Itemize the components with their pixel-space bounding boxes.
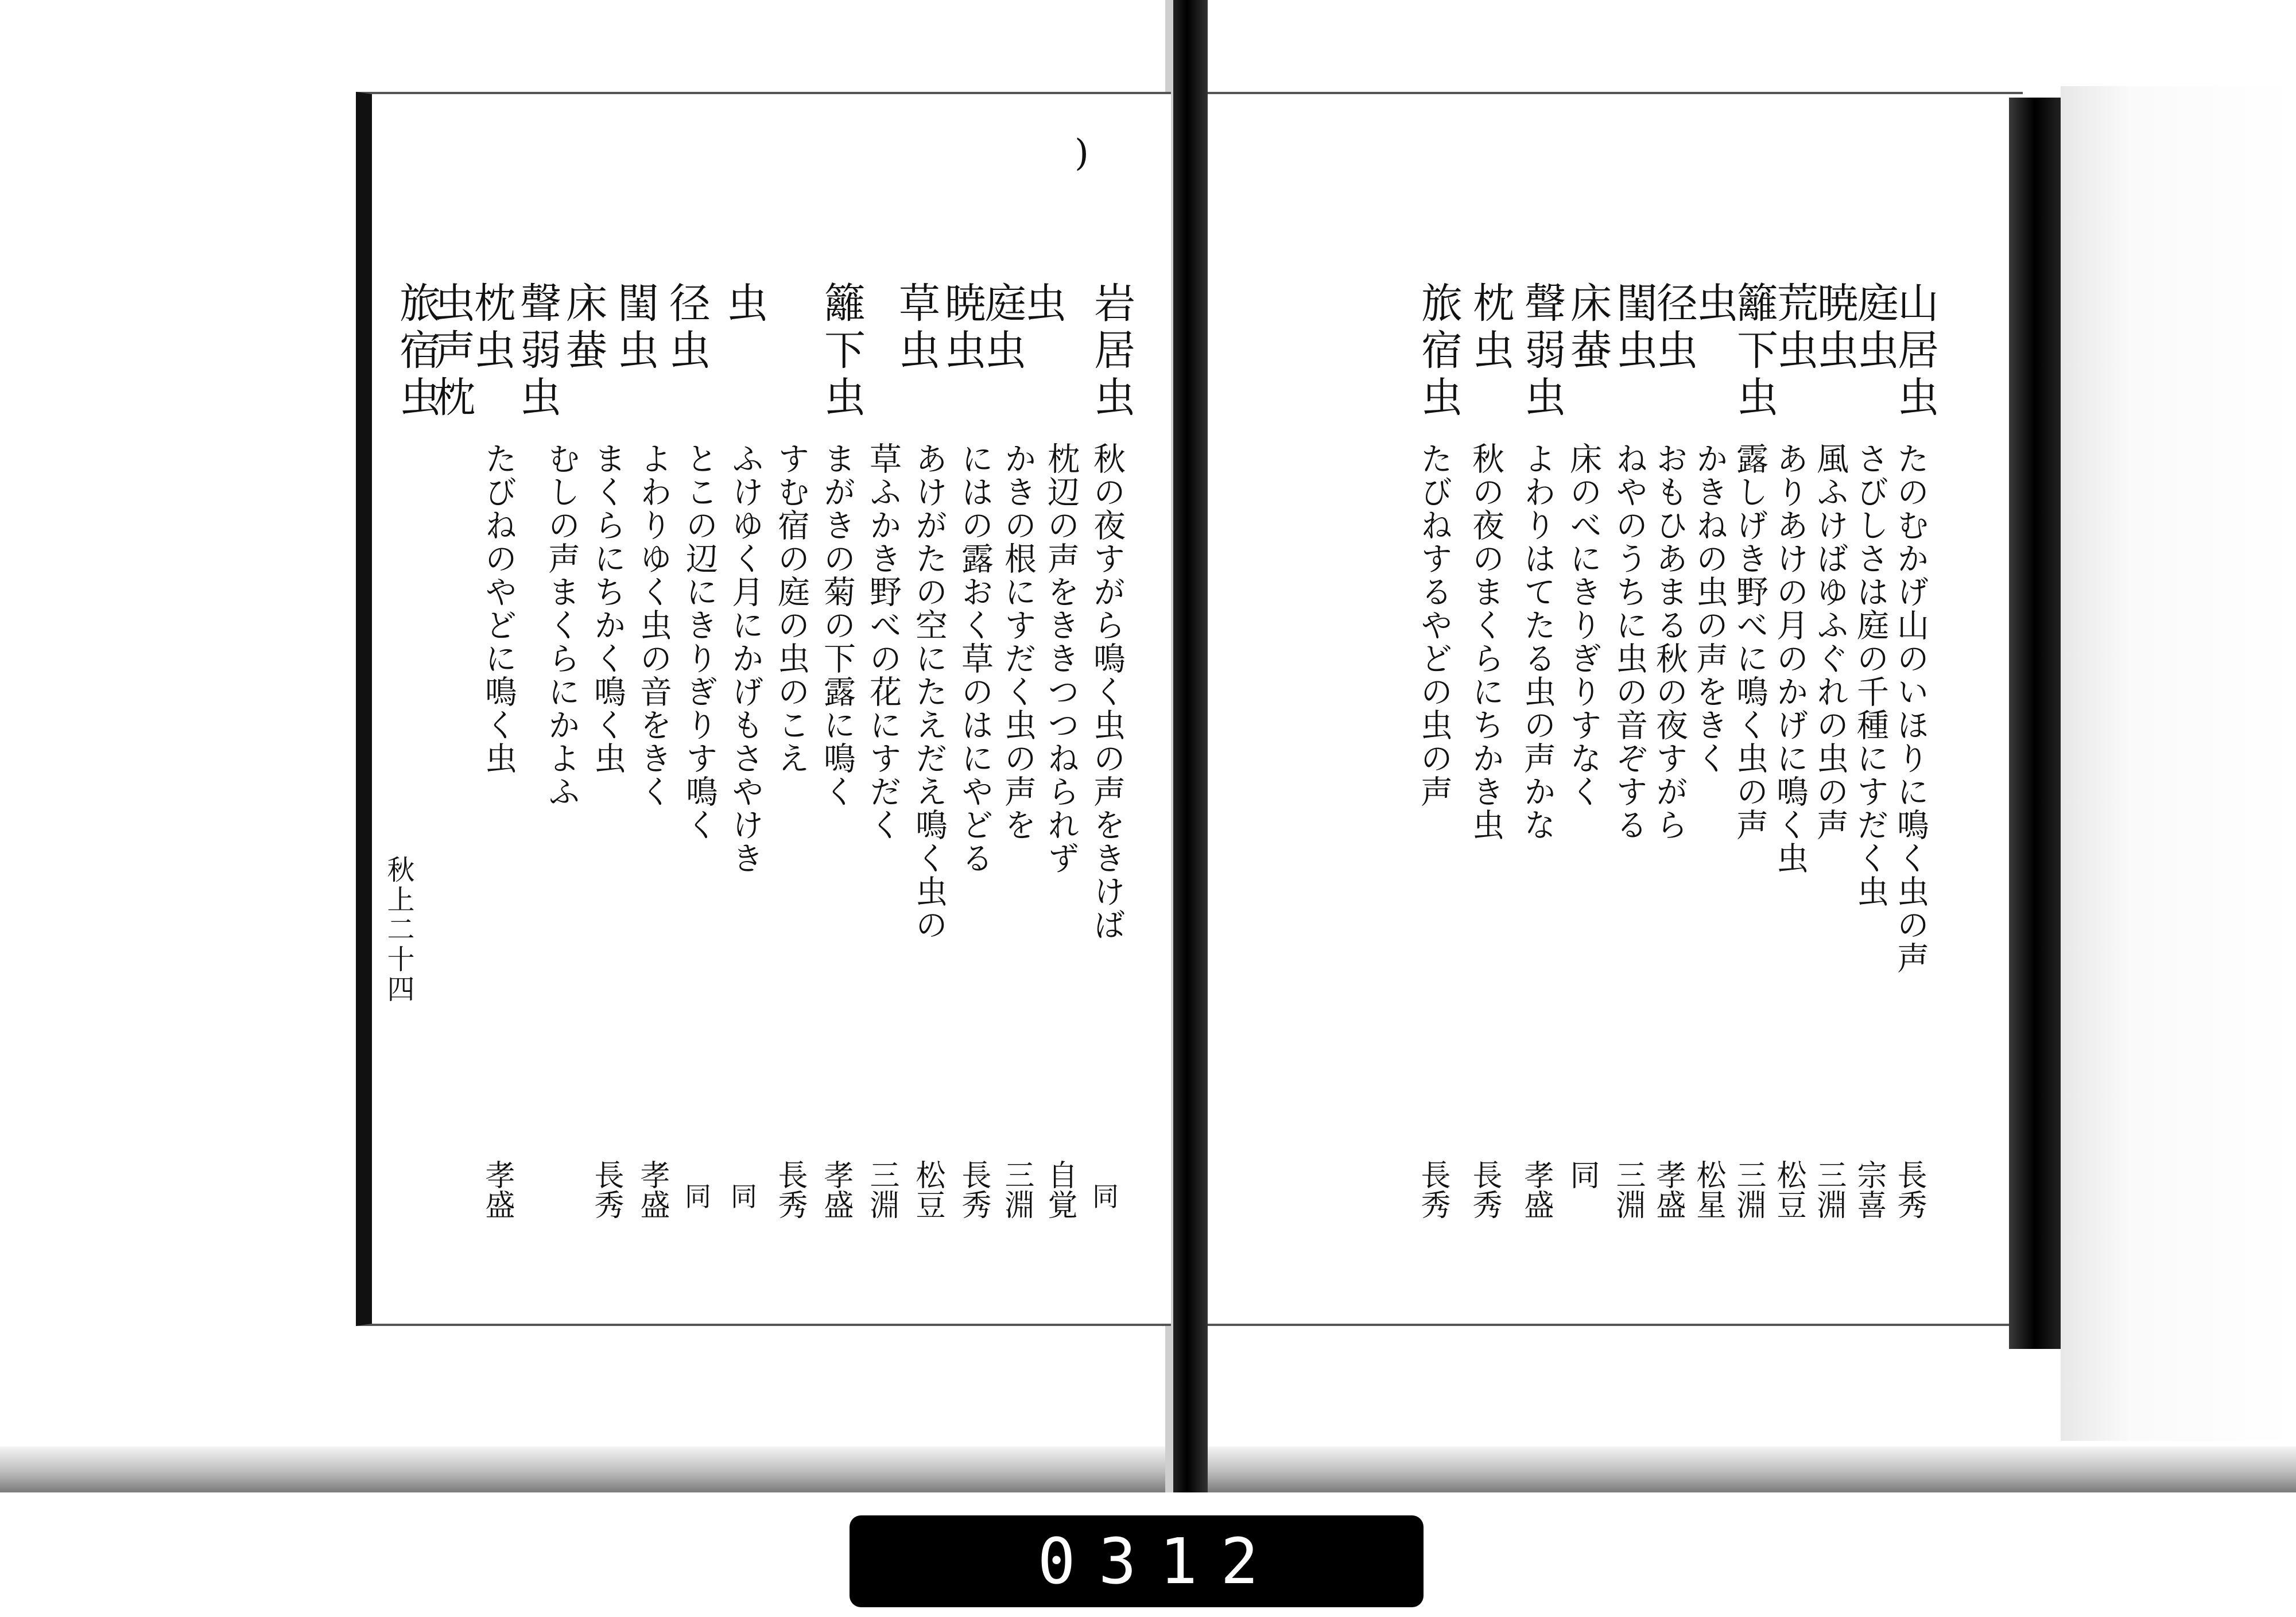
left-poem-13: むしの声まくらにかよふ bbox=[543, 442, 580, 808]
scan-bottom-shadow bbox=[0, 1447, 2296, 1492]
left-author-3: 三淵 bbox=[999, 1160, 1034, 1219]
right-title-4: 荒虫 bbox=[1770, 281, 1818, 375]
right-page-edge bbox=[2009, 98, 2061, 1349]
left-title-9: 閨虫 bbox=[611, 281, 659, 375]
left-poem-14: たびねのやどに鳴く虫 bbox=[480, 442, 517, 775]
right-title-9: 床蛬 bbox=[1564, 281, 1612, 375]
left-author-13: 孝盛 bbox=[480, 1160, 514, 1219]
left-author-1: 同 bbox=[1088, 1182, 1119, 1209]
left-author-9: 同 bbox=[727, 1182, 758, 1209]
right-author-9: 同 bbox=[1565, 1160, 1599, 1189]
left-title-12: 枕虫 bbox=[467, 281, 515, 375]
left-title-7: 虫 bbox=[720, 281, 768, 328]
page-edge-shadow bbox=[2061, 86, 2296, 1441]
right-poem-2: さびしさは庭の千種にすだく虫 bbox=[1852, 442, 1889, 908]
left-title-3: 庭虫 bbox=[978, 281, 1026, 375]
right-poem-6: かきねの虫の声をきく bbox=[1691, 442, 1728, 775]
right-title-1: 山居虫 bbox=[1891, 281, 1939, 422]
left-title-10: 床蛬 bbox=[559, 281, 607, 375]
left-title-14: 旅宿虫 bbox=[393, 281, 441, 422]
right-title-6: 虫 bbox=[1690, 281, 1738, 328]
left-poem-12: まくらにちかく鳴く虫 bbox=[589, 442, 626, 775]
right-author-7: 孝盛 bbox=[1651, 1160, 1685, 1219]
left-title-11: 聲弱虫 bbox=[513, 281, 561, 422]
left-author-12: 長秀 bbox=[589, 1160, 623, 1219]
left-title-4: 暁虫 bbox=[938, 281, 986, 375]
left-poem-8: すむ宿の庭の虫のこえ bbox=[773, 442, 810, 775]
right-author-12: 長秀 bbox=[1415, 1160, 1450, 1219]
frame-counter: 0312 bbox=[1037, 1525, 1282, 1598]
right-author-3: 三淵 bbox=[1812, 1160, 1846, 1219]
left-author-10: 同 bbox=[681, 1182, 712, 1209]
right-title-3: 暁虫 bbox=[1810, 281, 1859, 375]
left-poem-3: かきの根にすだく虫の声を bbox=[999, 442, 1037, 842]
right-poem-10: よわりはてたる虫の声かな bbox=[1519, 442, 1556, 842]
right-author-5: 三淵 bbox=[1731, 1160, 1766, 1219]
left-poem-4: にはの露おく草のはにやどる bbox=[956, 442, 994, 875]
right-title-2: 庭虫 bbox=[1851, 281, 1899, 375]
right-poem-3: 風ふけばゆふぐれの虫の声 bbox=[1812, 442, 1849, 842]
left-author-4: 長秀 bbox=[956, 1160, 991, 1219]
right-author-4: 松豆 bbox=[1771, 1160, 1806, 1219]
right-poem-8: ねやのうちに虫の音ぞする bbox=[1611, 442, 1648, 842]
right-author-2: 宗喜 bbox=[1852, 1160, 1886, 1219]
left-author-7: 孝盛 bbox=[819, 1160, 853, 1219]
left-title-8: 径虫 bbox=[662, 281, 711, 375]
right-poem-9: 床のべにきりぎりすなく bbox=[1565, 442, 1602, 808]
left-poem-1: 秋の夜すがら鳴く虫の声をきけば bbox=[1088, 442, 1126, 941]
right-poem-12: たびねするやどの虫の声 bbox=[1415, 442, 1453, 808]
left-title-5: 草虫 bbox=[892, 281, 940, 375]
right-author-11: 長秀 bbox=[1467, 1160, 1502, 1219]
right-poem-5: 露しげき野べに鳴く虫の声 bbox=[1731, 442, 1768, 842]
right-title-5: 籬下虫 bbox=[1730, 281, 1778, 422]
left-poem-10: とこの辺にきりぎりす鳴く bbox=[681, 442, 718, 842]
left-title-2: 虫 bbox=[1018, 281, 1066, 328]
right-title-11: 枕虫 bbox=[1466, 281, 1514, 375]
left-author-11: 孝盛 bbox=[635, 1160, 669, 1219]
folio: 秋上二十四 bbox=[382, 855, 414, 1005]
left-author-6: 三淵 bbox=[864, 1160, 899, 1219]
left-poem-6: 草ふかき野べの花にすだく bbox=[864, 442, 902, 842]
left-author-5: 松豆 bbox=[910, 1160, 945, 1219]
right-title-7: 径虫 bbox=[1650, 281, 1698, 375]
left-poem-11: よわりゆく虫の音をきく bbox=[635, 442, 672, 808]
left-poem-7: まがきの菊の下露に鳴く bbox=[819, 442, 856, 808]
right-author-8: 三淵 bbox=[1611, 1160, 1645, 1219]
right-author-10: 孝盛 bbox=[1519, 1160, 1553, 1219]
left-poem-9: ふけゆく月にかげもさやけき bbox=[727, 442, 764, 875]
right-title-12: 旅宿虫 bbox=[1414, 281, 1463, 422]
right-title-10: 聲弱虫 bbox=[1518, 281, 1566, 422]
right-poem-7: おもひあまる秋の夜すがら bbox=[1651, 442, 1688, 842]
left-author-2: 自覚 bbox=[1042, 1160, 1077, 1219]
right-author-1: 長秀 bbox=[1892, 1160, 1926, 1219]
right-author-6: 松星 bbox=[1691, 1160, 1725, 1219]
right-poem-1: たのむかげ山のいほりに鳴く虫の声 bbox=[1892, 442, 1929, 975]
left-author-8: 長秀 bbox=[773, 1160, 807, 1219]
left-title-6: 籬下虫 bbox=[817, 281, 866, 422]
page-mark: ) bbox=[1075, 132, 1089, 175]
right-title-8: 閨虫 bbox=[1609, 281, 1658, 375]
left-title-1: 岩居虫 bbox=[1087, 281, 1135, 422]
left-title-13: 虫声枕 bbox=[427, 281, 475, 422]
book-gutter bbox=[1173, 0, 1208, 1492]
left-poem-2: 枕辺の声をききつつねられず bbox=[1042, 442, 1080, 875]
left-poem-5: あけがたの空にたえだえ鳴く虫の bbox=[910, 442, 948, 941]
right-poem-4: ありあけの月のかげに鳴く虫 bbox=[1771, 442, 1809, 875]
right-poem-11: 秋の夜のまくらにちかき虫 bbox=[1467, 442, 1504, 842]
